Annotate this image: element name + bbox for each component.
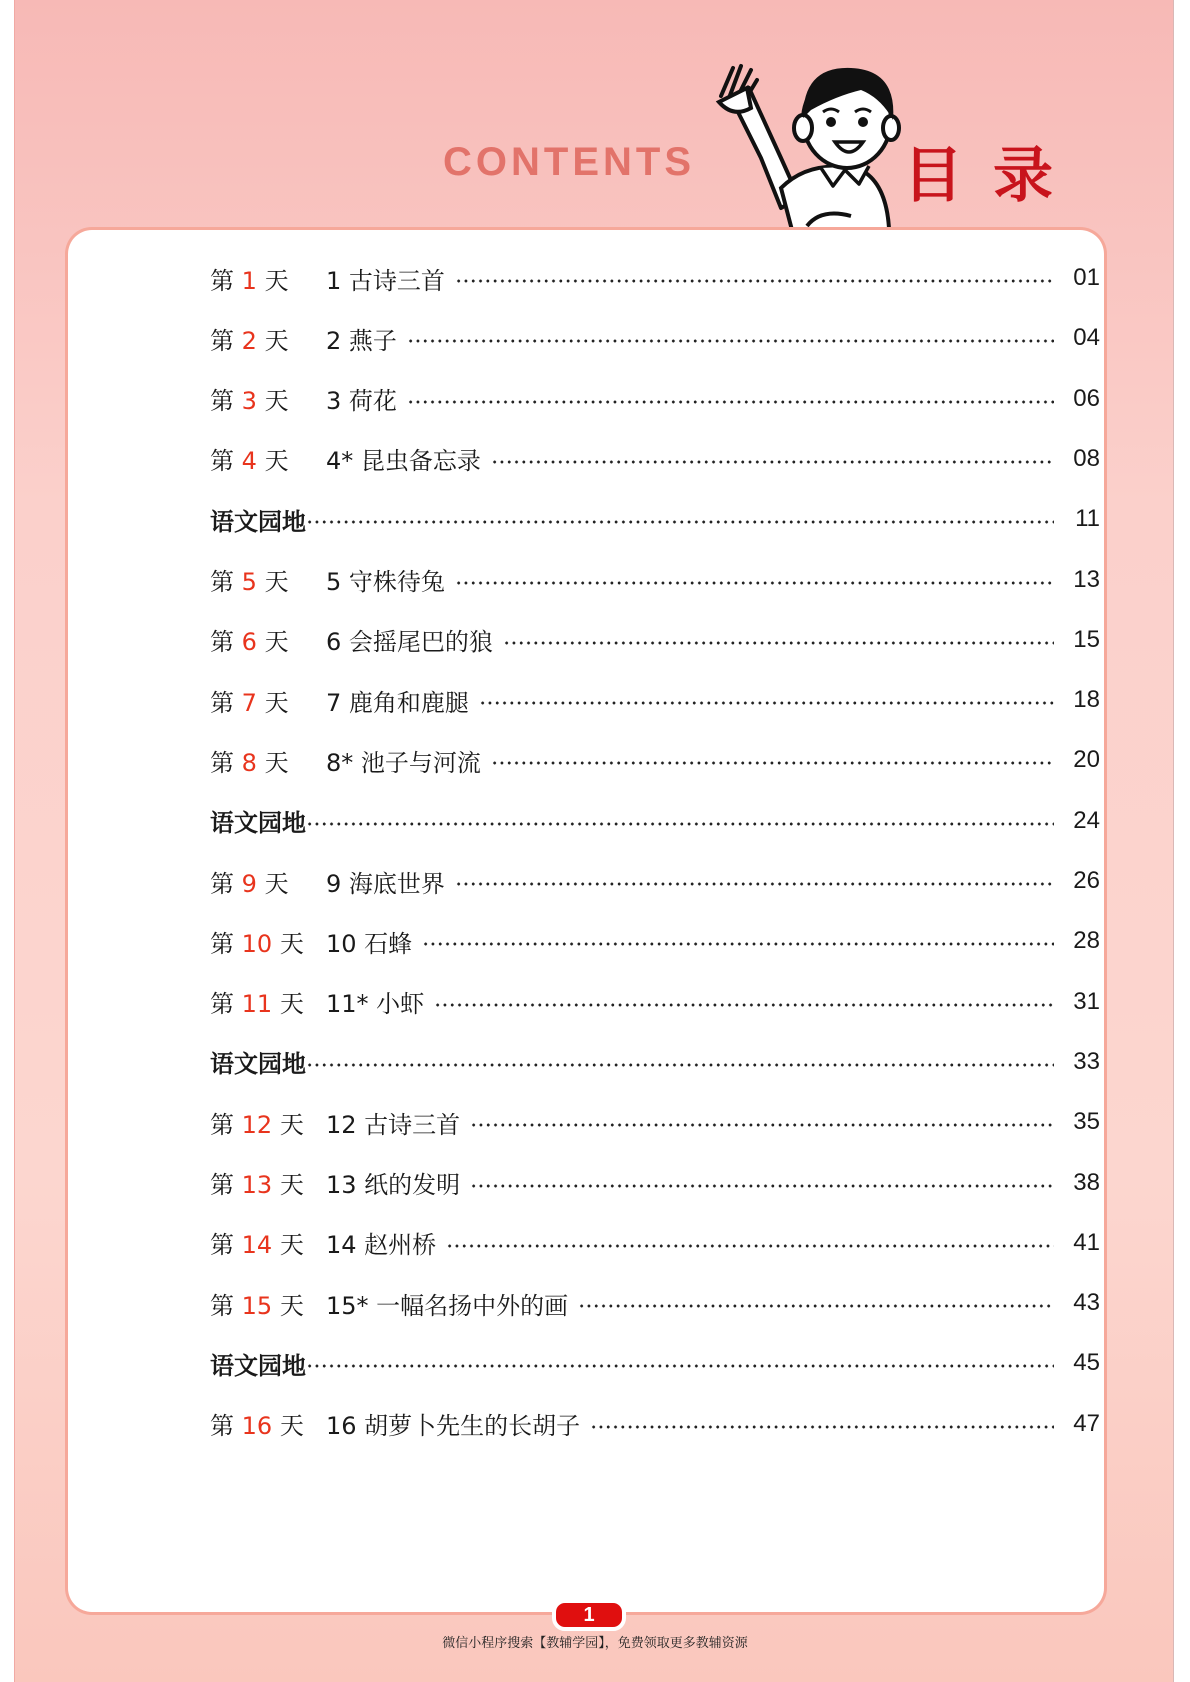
day-prefix: 第 xyxy=(210,1291,234,1320)
day-suffix: 天 xyxy=(264,688,289,717)
dot-leader xyxy=(491,761,1054,765)
day-label xyxy=(210,1286,326,1321)
day-number: 6 xyxy=(241,628,257,657)
day-number: 14 xyxy=(241,1231,273,1260)
day-prefix: 第 xyxy=(210,387,234,416)
toc-row-garden[interactable] xyxy=(210,499,1100,539)
dot-leader xyxy=(446,1244,1054,1248)
toc-row-lesson[interactable] xyxy=(210,680,1100,720)
dot-leader xyxy=(407,400,1054,404)
day-suffix: 天 xyxy=(279,1171,304,1199)
day-number: 7 xyxy=(241,688,257,717)
toc-row-lesson[interactable] xyxy=(210,1283,1100,1323)
day-suffix: 天 xyxy=(264,447,289,476)
day-number: 10 xyxy=(241,929,273,958)
lesson-title: 16 胡萝卜先生的长胡子 xyxy=(326,1412,581,1441)
day-label xyxy=(210,1105,326,1140)
page-number: 18 xyxy=(1073,686,1100,714)
day-suffix: 天 xyxy=(279,1412,304,1441)
day-label xyxy=(210,1225,326,1260)
day-suffix: 天 xyxy=(264,869,289,898)
garden-title: 语文园地 xyxy=(210,1351,306,1380)
day-suffix: 天 xyxy=(279,1110,304,1139)
day-suffix: 天 xyxy=(264,628,289,657)
day-prefix: 第 xyxy=(210,990,234,1019)
lesson-title: 4* 昆虫备忘录 xyxy=(326,447,481,476)
day-label xyxy=(210,441,326,476)
dot-leader xyxy=(590,1425,1054,1429)
garden-title: 语文园地 xyxy=(210,1050,306,1079)
page-number: 35 xyxy=(1073,1108,1100,1136)
toc-row-lesson[interactable] xyxy=(210,620,1100,660)
page-number: 41 xyxy=(1073,1228,1100,1256)
toc-row-garden[interactable] xyxy=(210,1042,1100,1082)
day-suffix: 天 xyxy=(264,266,289,295)
day-number: 2 xyxy=(241,326,257,355)
lesson-title: 10 石蜂 xyxy=(326,929,413,958)
waving-boy-icon xyxy=(711,58,901,234)
dot-leader xyxy=(578,1304,1054,1308)
lesson-title: 9 海底世界 xyxy=(326,869,445,898)
toc-row-lesson[interactable] xyxy=(210,318,1100,358)
toc-row-lesson[interactable] xyxy=(210,1223,1100,1263)
page-number: 33 xyxy=(1073,1047,1100,1075)
day-prefix: 第 xyxy=(210,1412,234,1441)
lesson-title: 11* 小虾 xyxy=(326,990,425,1019)
lesson-title: 3 荷花 xyxy=(326,387,397,416)
toc-row-lesson[interactable] xyxy=(210,1163,1100,1203)
toc-card xyxy=(68,230,1104,1612)
day-prefix: 第 xyxy=(210,1231,234,1260)
day-prefix: 第 xyxy=(210,929,234,958)
day-label xyxy=(210,924,326,959)
lesson-title: 5 守株待兔 xyxy=(326,568,445,596)
footer-promo-note: 微信小程序搜索【教辅学园】，免费领取更多教辅资源 xyxy=(442,1636,748,1651)
day-number: 8 xyxy=(241,748,257,777)
dot-leader xyxy=(455,279,1054,283)
day-number: 12 xyxy=(241,1110,273,1139)
dot-leader xyxy=(306,1063,1054,1067)
day-label xyxy=(210,743,326,778)
toc-row-garden[interactable] xyxy=(210,801,1100,841)
toc-row-lesson[interactable] xyxy=(210,740,1100,780)
day-label xyxy=(210,321,326,356)
day-prefix: 第 xyxy=(210,1171,234,1199)
day-suffix: 天 xyxy=(279,1291,304,1320)
page-number: 31 xyxy=(1073,987,1100,1015)
page-number: 01 xyxy=(1073,264,1100,291)
dot-leader xyxy=(455,882,1054,886)
day-suffix: 天 xyxy=(279,1231,304,1260)
garden-title: 语文园地 xyxy=(210,507,306,536)
day-label xyxy=(210,261,326,296)
day-prefix: 第 xyxy=(210,326,234,355)
page-number: 26 xyxy=(1073,867,1100,894)
day-label xyxy=(210,683,326,718)
day-label xyxy=(210,622,326,657)
dot-leader xyxy=(306,822,1054,826)
dot-leader xyxy=(479,701,1054,705)
day-prefix: 第 xyxy=(210,1110,234,1139)
lesson-title: 8* 池子与河流 xyxy=(326,748,481,777)
lesson-title: 2 燕子 xyxy=(326,326,397,355)
day-number: 4 xyxy=(241,447,257,476)
day-prefix: 第 xyxy=(210,869,234,898)
lesson-title: 13 纸的发明 xyxy=(326,1171,461,1199)
page-number: 08 xyxy=(1073,444,1100,472)
contents-title-en: CONTENTS xyxy=(443,140,695,184)
day-number: 1 xyxy=(241,266,257,295)
day-prefix: 第 xyxy=(210,628,234,657)
day-label xyxy=(210,381,326,416)
dot-leader xyxy=(455,581,1054,585)
dot-leader xyxy=(422,942,1054,946)
day-prefix: 第 xyxy=(210,688,234,717)
day-suffix: 天 xyxy=(264,748,289,777)
day-suffix: 天 xyxy=(264,568,289,596)
page-number: 11 xyxy=(1075,505,1100,533)
lesson-title: 15* 一幅名扬中外的画 xyxy=(326,1291,569,1320)
page-number: 04 xyxy=(1073,324,1100,352)
page-number: 24 xyxy=(1073,806,1100,834)
page-number: 28 xyxy=(1073,927,1100,955)
dot-leader xyxy=(434,1003,1054,1007)
dot-leader xyxy=(470,1184,1054,1188)
day-number: 16 xyxy=(241,1412,273,1441)
dot-leader xyxy=(407,339,1054,343)
dot-leader xyxy=(470,1123,1054,1127)
toc-row-lesson[interactable] xyxy=(210,921,1100,961)
day-prefix: 第 xyxy=(210,748,234,777)
page-number: 43 xyxy=(1073,1289,1100,1317)
day-number: 9 xyxy=(241,869,257,898)
page-number: 20 xyxy=(1073,746,1100,774)
day-number: 11 xyxy=(241,990,273,1019)
lesson-title: 1 古诗三首 xyxy=(326,266,445,295)
toc-row-lesson[interactable] xyxy=(210,560,1100,600)
page-number: 06 xyxy=(1073,384,1100,412)
garden-title: 语文园地 xyxy=(210,809,306,838)
toc-row-lesson[interactable] xyxy=(210,982,1100,1022)
toc-row-lesson[interactable] xyxy=(210,1404,1100,1444)
toc-row-lesson[interactable] xyxy=(210,439,1100,479)
day-label xyxy=(210,1406,326,1441)
page-number: 45 xyxy=(1073,1349,1100,1377)
dot-leader xyxy=(491,460,1054,464)
day-suffix: 天 xyxy=(279,929,304,958)
day-label xyxy=(210,864,326,899)
day-suffix: 天 xyxy=(264,326,289,355)
toc-row-garden[interactable] xyxy=(210,1343,1100,1383)
page-number: 47 xyxy=(1073,1409,1100,1437)
day-prefix: 第 xyxy=(210,266,234,295)
page-number: 38 xyxy=(1073,1168,1100,1196)
day-suffix: 天 xyxy=(264,387,289,416)
page-number: 15 xyxy=(1073,625,1100,653)
day-suffix: 天 xyxy=(279,990,304,1019)
contents-title-zh: 目录 xyxy=(903,141,1083,211)
day-prefix: 第 xyxy=(210,447,234,476)
toc-row-lesson[interactable] xyxy=(210,861,1100,901)
day-label xyxy=(210,1165,326,1200)
page-number: 13 xyxy=(1073,565,1100,593)
day-label xyxy=(210,562,326,597)
day-label xyxy=(210,984,326,1019)
page-number-badge: 1 xyxy=(552,1599,626,1631)
lesson-title: 6 会摇尾巴的狼 xyxy=(326,628,493,657)
lesson-title: 12 古诗三首 xyxy=(326,1110,461,1139)
dot-leader xyxy=(306,520,1054,524)
lesson-title: 14 赵州桥 xyxy=(326,1231,437,1260)
day-number: 3 xyxy=(241,387,257,416)
toc-row-lesson[interactable] xyxy=(210,258,1100,298)
day-number: 5 xyxy=(241,568,257,596)
day-number: 15 xyxy=(241,1291,273,1320)
lesson-title: 7 鹿角和鹿腿 xyxy=(326,688,469,717)
dot-leader xyxy=(503,641,1054,645)
toc-row-lesson[interactable] xyxy=(210,379,1100,419)
day-prefix: 第 xyxy=(210,568,234,596)
toc-row-lesson[interactable] xyxy=(210,1102,1100,1142)
day-number: 13 xyxy=(241,1171,273,1199)
dot-leader xyxy=(306,1364,1054,1368)
